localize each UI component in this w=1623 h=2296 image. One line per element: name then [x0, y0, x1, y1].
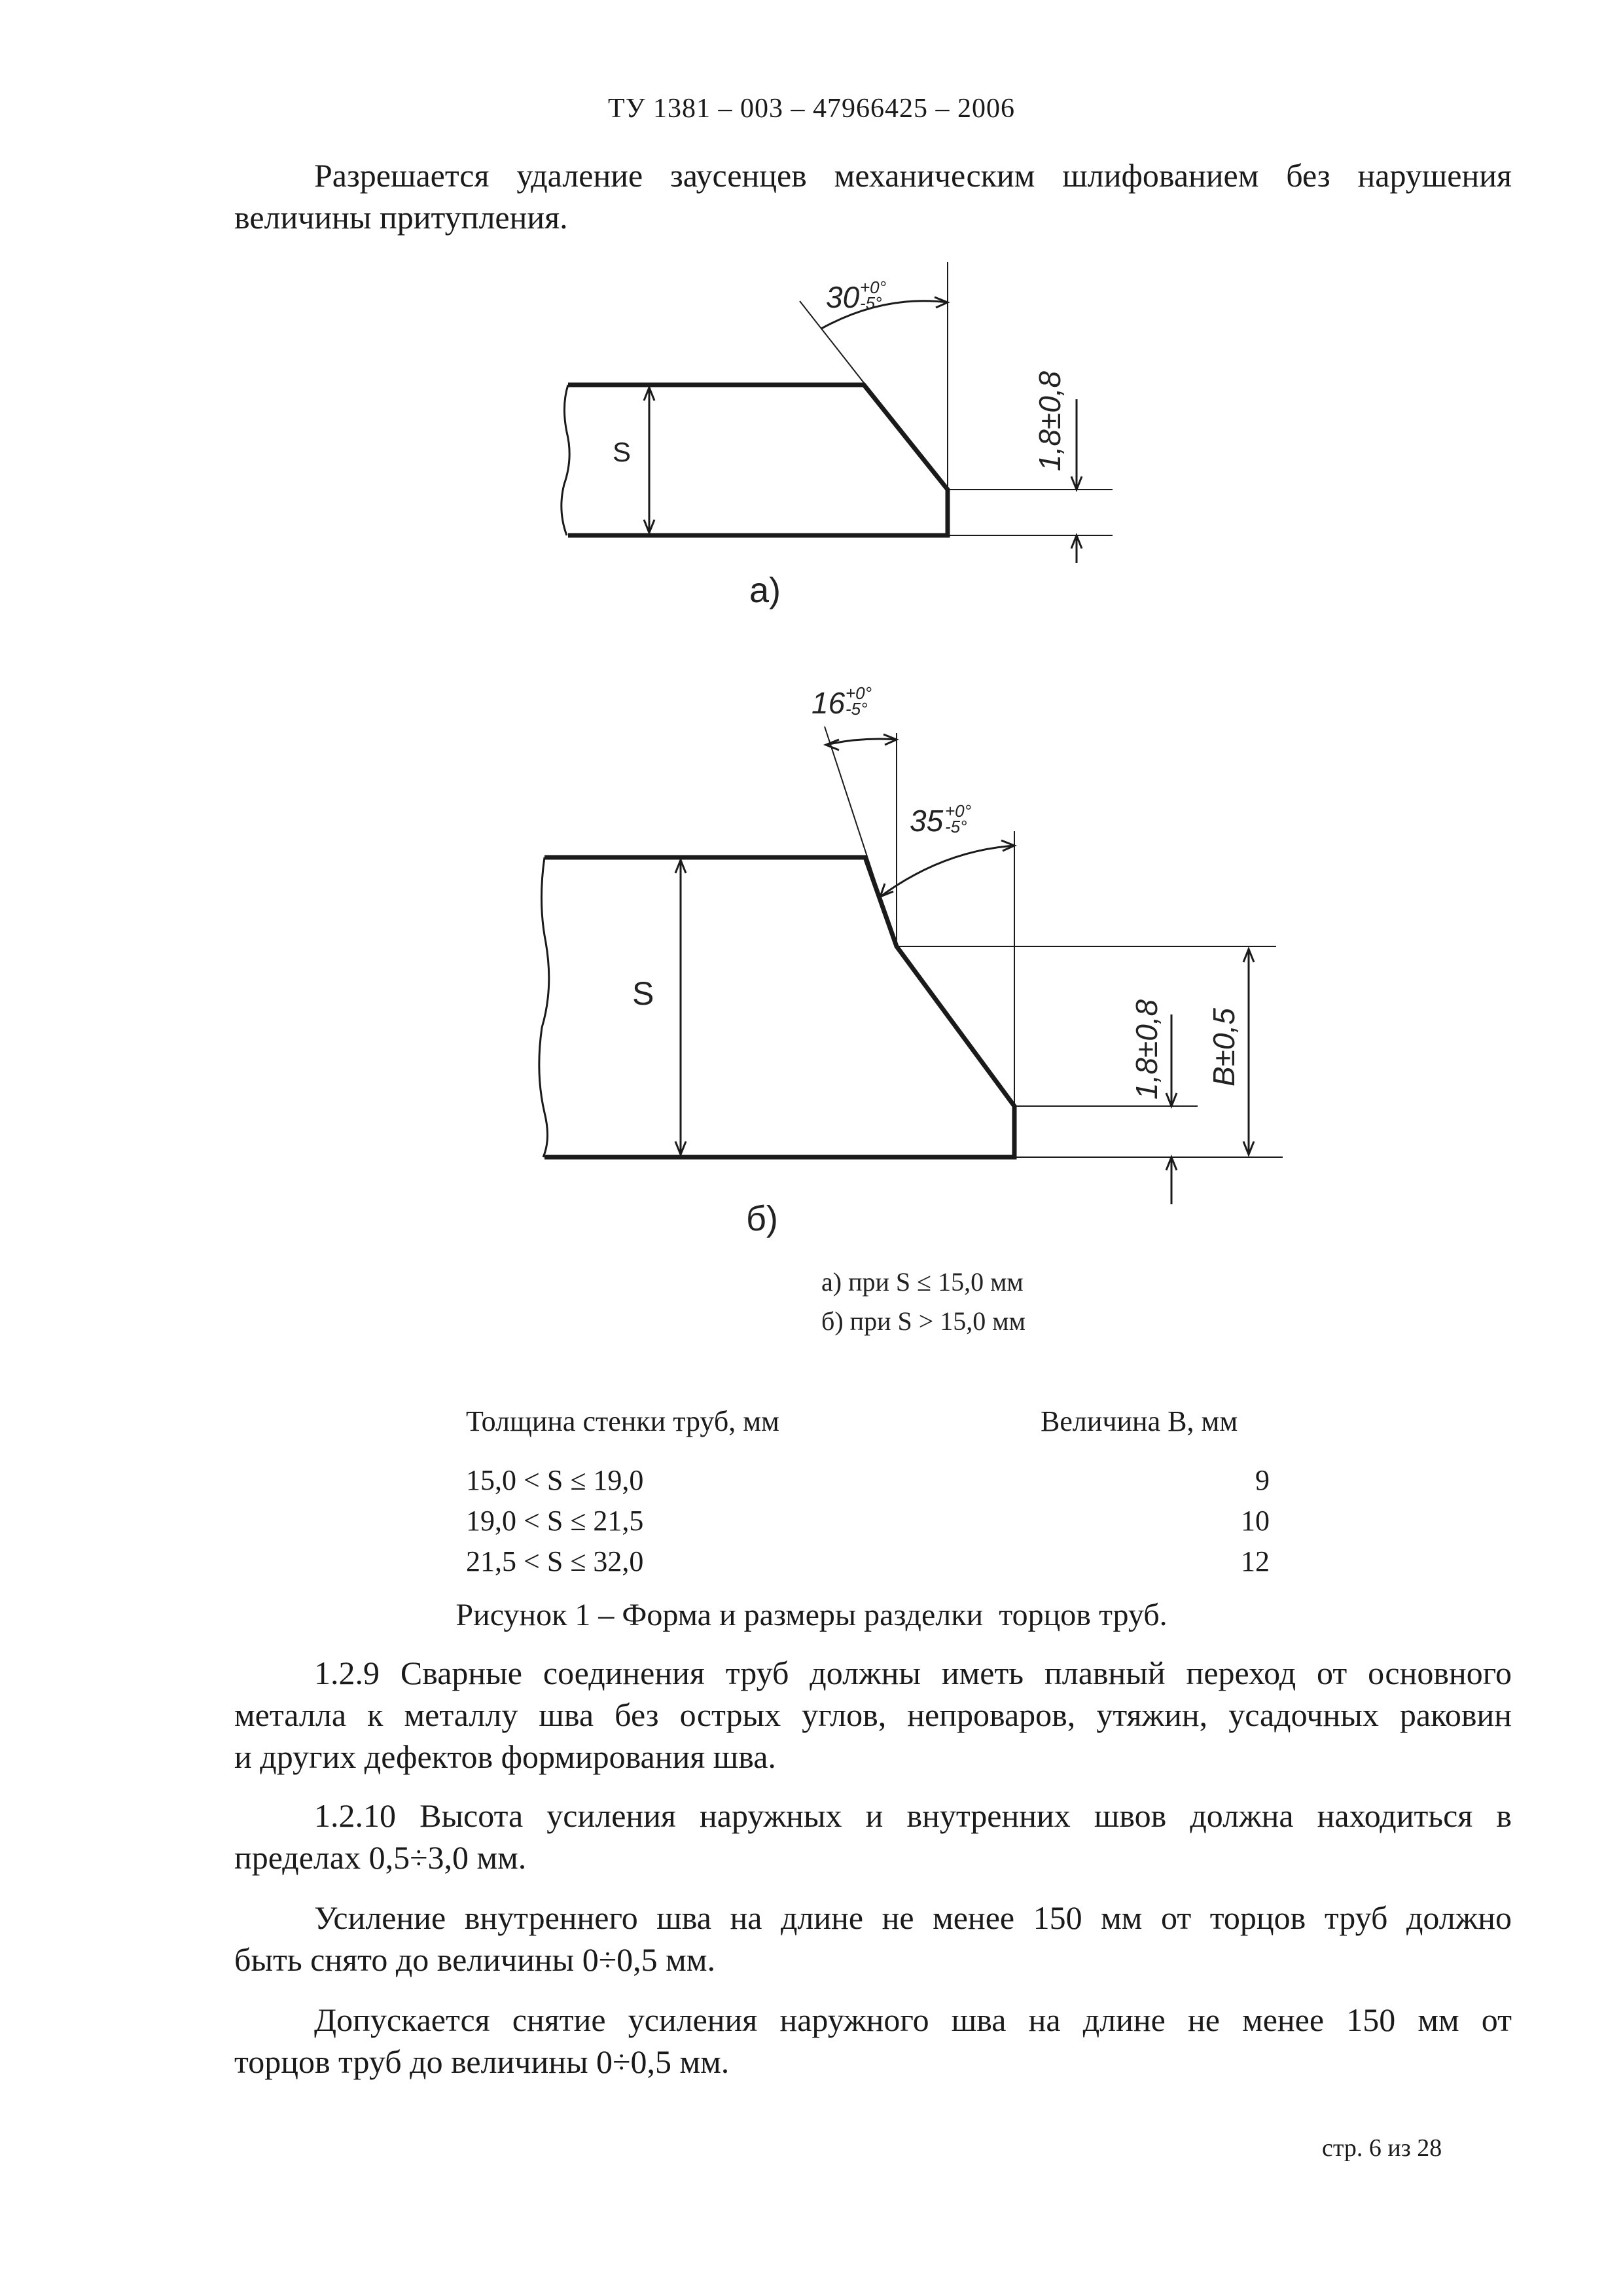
svg-text:+0°: +0°	[945, 801, 972, 821]
p-outer-line-2: торцов труб до величины 0÷0,5 мм.	[234, 2043, 730, 2080]
angle-label-b2	[910, 801, 971, 838]
break-line-a	[562, 385, 569, 535]
paragraph-1-2-9	[234, 1652, 1512, 1778]
p1210-line-1: 1.2.10 Высота усиления наружных и внутренних швов должна находиться в	[314, 1797, 1512, 1834]
s-label-b: S	[632, 975, 654, 1012]
table-row-2-range: 19,0 < S ≤ 21,5	[466, 1505, 644, 1537]
table-header-thickness: Толщина стенки труб, мм	[466, 1405, 779, 1437]
table-row-2-value: 10	[1241, 1505, 1270, 1537]
p-inner-line-2: быть снято до величины 0÷0,5 мм.	[234, 1941, 715, 1978]
page-number: стр. 6 из 28	[1322, 2134, 1442, 2162]
paragraph-inner-seam	[234, 1897, 1512, 1981]
intro-line-2: величины притупления.	[234, 199, 568, 236]
svg-text:30: 30	[826, 280, 860, 314]
p-outer-line-1: Допускается снятие усиления наружного шва на длине не менее 150 мм от	[314, 2001, 1512, 2038]
table-row-1-range: 15,0 < S ≤ 19,0	[466, 1464, 644, 1496]
figure-b	[539, 726, 1283, 1204]
angle-label-b1	[812, 683, 872, 720]
table-row-3-value: 12	[1241, 1545, 1270, 1577]
break-line-b	[539, 857, 549, 1157]
svg-text:-5°: -5°	[846, 699, 868, 719]
paragraph-1-2-10	[234, 1795, 1512, 1878]
document-number-header: ТУ 1381 – 003 – 47966425 – 2006	[608, 94, 1015, 124]
figure-caption: Рисунок 1 – Форма и размеры разделки торцов труб.	[455, 1598, 1168, 1632]
intro-line-1: Разрешается удаление заусенцев механическим шлифованием без нарушения	[314, 157, 1512, 194]
angle-label-a	[826, 278, 886, 314]
angle-arc-b2	[880, 846, 1014, 897]
svg-text:+0°: +0°	[860, 278, 887, 297]
table-row-1-value: 9	[1255, 1464, 1270, 1496]
svg-text:-5°: -5°	[945, 817, 967, 836]
table-header-b-value: Величина В, мм	[1041, 1405, 1238, 1437]
figure-a-label: а)	[749, 571, 781, 610]
svg-text:35: 35	[910, 804, 944, 838]
root-dim-label-b: 1,8±0,8	[1130, 999, 1164, 1100]
paragraph-outer-seam	[234, 1999, 1512, 2083]
b-dim-label: В±0,5	[1207, 1008, 1241, 1086]
p129-line-2: металла к металлу шва без острых углов, непроваров, утяжин, усадочных раковин	[234, 1696, 1512, 1733]
p129-line-3: и других дефектов формирования шва.	[234, 1738, 776, 1775]
s-label-a: S	[613, 437, 632, 467]
p-inner-line-1: Усиление внутреннего шва на длине не менее 150 мм от торцов труб должно	[314, 1899, 1512, 1936]
pipe-profile-b	[544, 857, 1014, 1157]
root-dim-label-a: 1,8±0,8	[1033, 370, 1067, 471]
condition-b: б) при S > 15,0 мм	[821, 1306, 1026, 1336]
table-row-3-range: 21,5 < S ≤ 32,0	[466, 1545, 644, 1577]
svg-text:-5°: -5°	[860, 293, 882, 313]
p1210-line-2: пределах 0,5÷3,0 мм.	[234, 1839, 527, 1876]
figure-b-label: б)	[746, 1199, 778, 1238]
p129-line-1: 1.2.9 Сварные соединения труб должны иметь плавный переход от основного	[314, 1655, 1512, 1691]
condition-a: а) при S ≤ 15,0 мм	[821, 1267, 1024, 1297]
svg-text:16: 16	[812, 686, 846, 720]
svg-text:+0°: +0°	[846, 683, 872, 703]
